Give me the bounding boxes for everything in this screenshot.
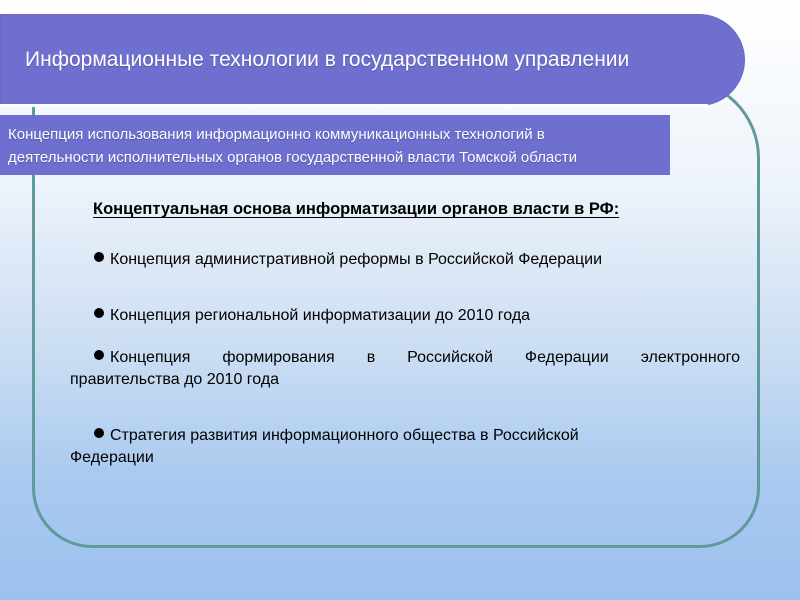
bullet-text: Стратегия развития информационного общества в Российской [110,427,579,444]
bullet-dot-icon [94,350,104,360]
list-item [70,425,740,469]
bullet-text: Концепция административной реформы в Российской Федерации [110,251,603,268]
bullet-text: Концепция формирования в Российской Федерации электронного [110,349,740,366]
title-underline [0,104,708,107]
list-item [70,347,740,391]
subtitle-line-1: Концепция использования информационно коммуникационных технологий в [8,126,545,143]
bullet-dot-icon [94,308,104,318]
bullet-text-continuation: правительства до 2010 года [70,371,280,388]
subtitle-line-2: деятельности исполнительных органов государственной власти Томской области [8,149,577,166]
slide-title: Информационные технологии в государственном управлении [25,48,630,71]
bullet-text: Концепция региональной информатизации до 2010 года [110,307,531,324]
subtitle-band [0,115,670,175]
list-item [70,249,740,271]
section-heading: Концептуальная основа информатизации органов власти в РФ: [93,200,620,218]
bullet-text-continuation: Федерации [70,449,154,466]
bullet-dot-icon [94,252,104,262]
list-item [70,305,740,327]
bullet-dot-icon [94,428,104,438]
